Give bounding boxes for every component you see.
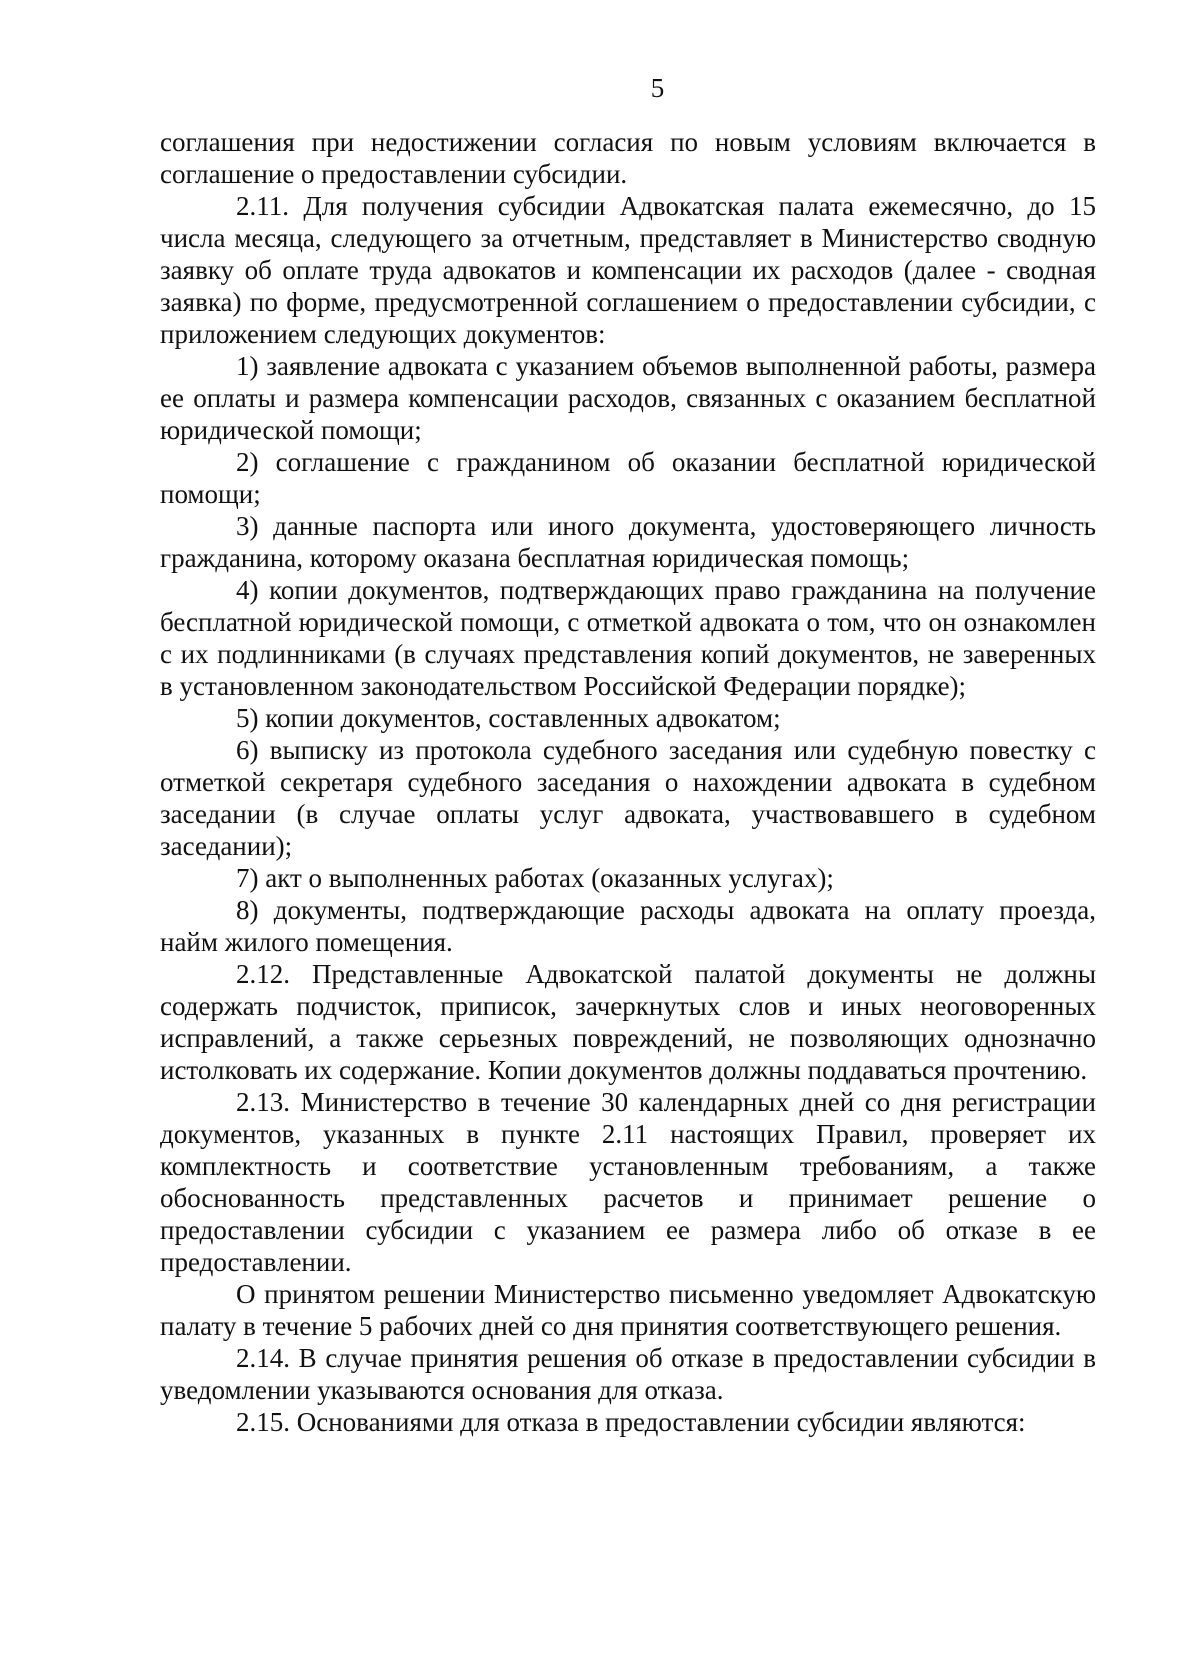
- list-item-2: 2) соглашение с гражданином об оказании бесплатной юридической помощи;: [160, 447, 1096, 509]
- list-item-4: 4) копии документов, подтверждающих право гражданина на получение бесплатной юридической помощи, с отметкой адвоката о том, что он ознакомлен с их подлинниками (в случаях представления копий документов, не заверенных в установленном законодательством Российской Федерации порядке);: [160, 575, 1096, 701]
- list-item-5: 5) копии документов, составленных адвокатом;: [236, 703, 781, 733]
- document-body: [160, 126, 1096, 1438]
- paragraph-notification: О принятом решении Министерство письменно уведомляет Адвокатскую палату в течение 5 рабочих дней со дня принятия соответствующего решения.: [160, 1279, 1096, 1341]
- paragraph-2-11: 2.11. Для получения субсидии Адвокатская палата ежемесячно, до 15 числа месяца, следующего за отчетным, представляет в Министерство сводную заявку об оплате труда адвокатов и компенсации их расходов (далее - сводная заявка) по форме, предусмотренной соглашением о предоставлении субсидии, с приложением следующих документов:: [160, 191, 1096, 349]
- paragraph-2-12: 2.12. Представленные Адвокатской палатой документы не должны содержать подчисток, приписок, зачеркнутых слов и иных неоговоренных исправлений, а также серьезных повреждений, не позволяющих однозначно истолковать их содержание. Копии документов должны поддаваться прочтению.: [160, 959, 1096, 1085]
- list-item-6: 6) выписку из протокола судебного заседания или судебную повестку с отметкой секретаря судебного заседания о нахождении адвоката в судебном заседании (в случае оплаты услуг адвоката, участвовавшего в судебном заседании);: [160, 735, 1096, 861]
- list-item-1: 1) заявление адвоката с указанием объемов выполненной работы, размера ее оплаты и размера компенсации расходов, связанных с оказанием бесплатной юридической помощи;: [160, 351, 1096, 445]
- list-item-7: 7) акт о выполненных работах (оказанных услугах);: [236, 863, 834, 893]
- paragraph-2-15: 2.15. Основаниями для отказа в предоставлении субсидии являются:: [236, 1407, 1026, 1437]
- page-number: 5: [650, 73, 665, 103]
- paragraph-2-14: 2.14. В случае принятия решения об отказе в предоставлении субсидии в уведомлении указываются основания для отказа.: [160, 1343, 1096, 1405]
- list-item-8: 8) документы, подтверждающие расходы адвоката на оплату проезда, найм жилого помещения.: [160, 895, 1096, 957]
- paragraph-2-13: 2.13. Министерство в течение 30 календарных дней со дня регистрации документов, указанных в пункте 2.11 настоящих Правил, проверяет их комплектность и соответствие установленным требованиям, а также обоснованность представленных расчетов и принимает решение о предоставлении субсидии с указанием ее размера либо об отказе в ее предоставлении.: [160, 1087, 1096, 1277]
- list-item-3: 3) данные паспорта или иного документа, удостоверяющего личность гражданина, которому оказана бесплатная юридическая помощь;: [160, 511, 1096, 573]
- paragraph: соглашения при недостижении согласия по новым условиям включается в соглашение о предоставлении субсидии.: [160, 127, 1096, 189]
